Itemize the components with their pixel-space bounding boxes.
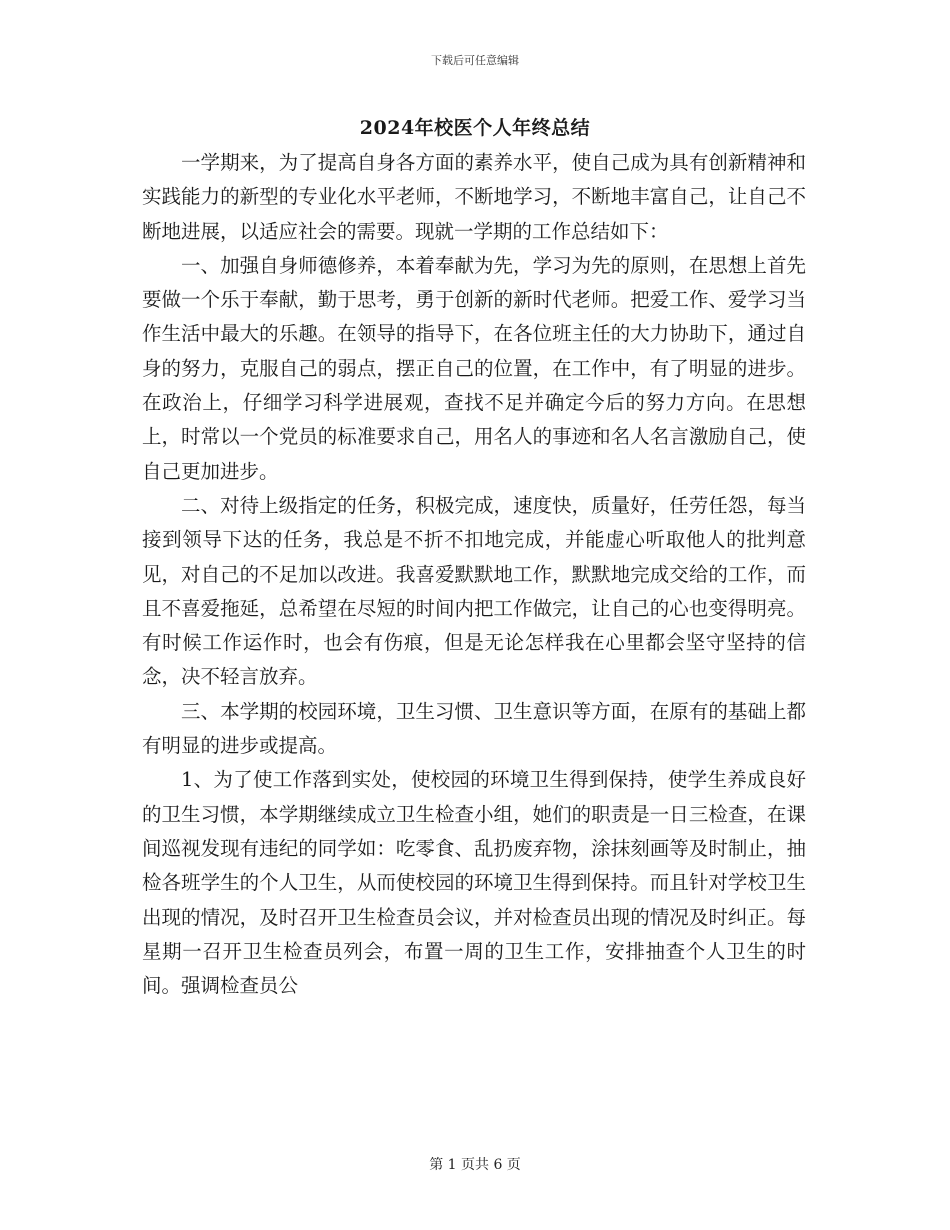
document-title: 2024年校医个人年终总结	[359, 117, 591, 139]
paragraph-section-2: 二、对待上级指定的任务，积极完成，速度快，质量好，任劳任怨，每当接到领导下达的任务，我总是不折不扣地完成，并能虚心听取他人的批判意见，对自己的不足加以改进。我喜爱默默地工作，默默地完成交给的工作，而且不喜爱拖延，总希望在尽短的时间内把工作做完，让自己的心也变得明亮。有时候工作运作时，也会有伤痕，但是无论怎样我在心里都会坚守坚持的信念，决不轻言放弃。	[142, 493, 806, 689]
document-body	[142, 146, 806, 1003]
header-note: 下载后可任意编辑	[431, 54, 519, 67]
page-number: 第 1 页共 6 页	[429, 1157, 521, 1173]
paragraph-item-1: 1、为了使工作落到实处，使校园的环境卫生得到保持，使学生养成良好的卫生习惯，本学期继续成立卫生检查小组，她们的职责是一日三检查，在课间巡视发现有违纪的同学如：吃零食、乱扔废弃物，涂抹刻画等及时制止，抽检各班学生的个人卫生，从而使校园的环境卫生得到保持。而且针对学校卫生出现的情况，及时召开卫生检查员会议，并对检查员出现的情况及时纠正。每星期一召开卫生检查员列会，布置一周的卫生工作，安排抽查个人卫生的时间。强调检查员公	[142, 768, 806, 998]
paragraph-section-3: 三、本学期的校园环境，卫生习惯、卫生意识等方面，在原有的基础上都有明显的进步或提高。	[142, 699, 806, 758]
paragraph-intro: 一学期来，为了提高自身各方面的素养水平，使自己成为具有创新精神和实践能力的新型的专业化水平老师，不断地学习，不断地丰富自己，让自己不断地进展，以适应社会的需要。现就一学期的工作总结如下：	[142, 151, 806, 243]
paragraph-section-1: 一、加强自身师德修养，本着奉献为先，学习为先的原则，在思想上首先要做一个乐于奉献，勤于思考，勇于创新的新时代老师。把爱工作、爱学习当作生活中最大的乐趣。在领导的指导下，在各位班主任的大力协助下，通过自身的努力，克服自己的弱点，摆正自己的位置，在工作中，有了明显的进步。在政治上，仔细学习科学进展观，查找不足并确定今后的努力方向。在思想上，时常以一个党员的标准要求自己，用名人的事迹和名人名言激励自己，使自己更加进步。	[142, 253, 806, 483]
